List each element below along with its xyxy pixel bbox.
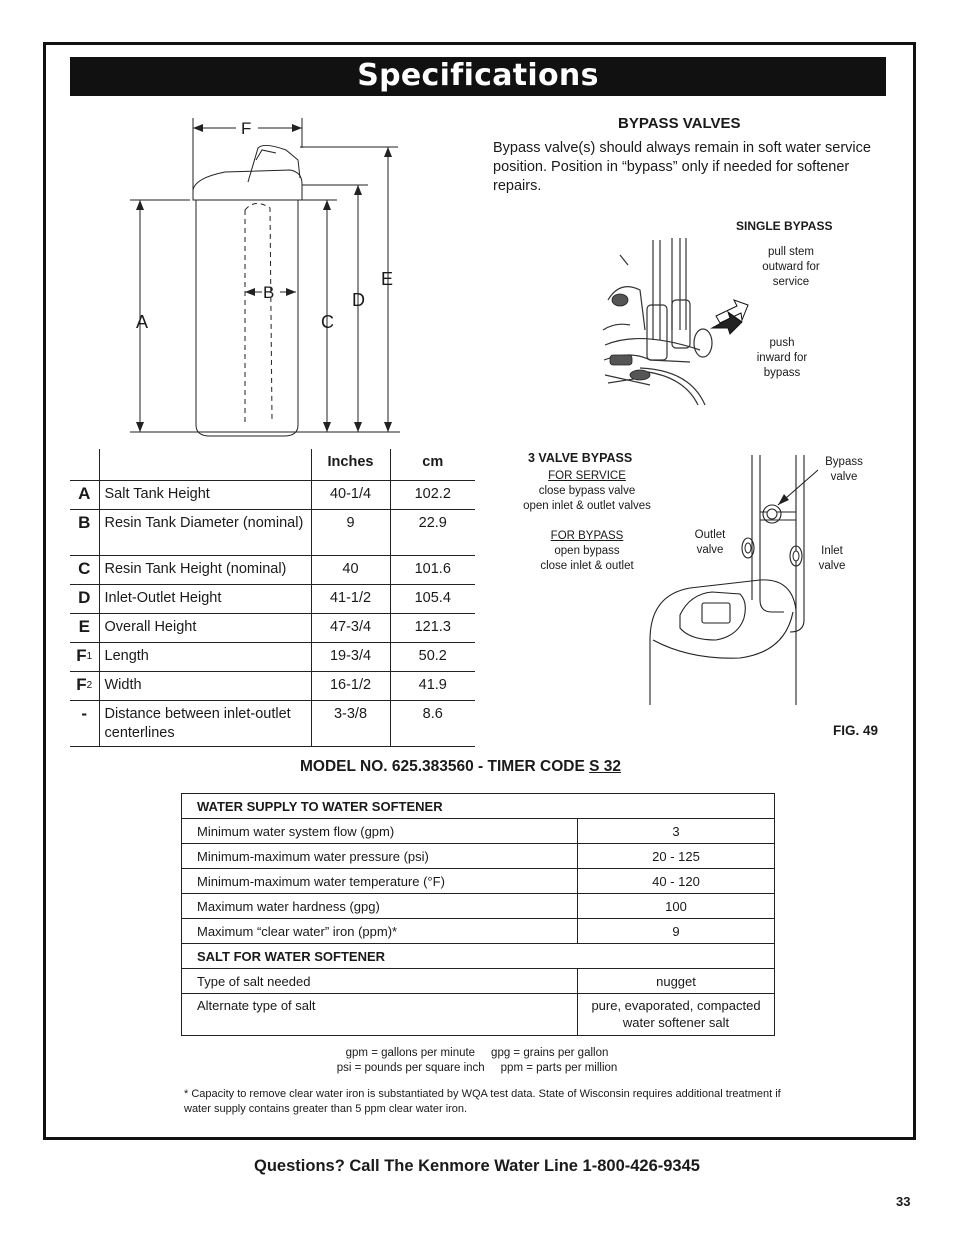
dim-label-b: B (263, 283, 275, 302)
push-line-1: push (769, 337, 795, 349)
dim-desc: Resin Tank Height (nominal) (99, 556, 311, 585)
bypassv-line-1: Bypass (825, 456, 863, 468)
spec-value: 9 (578, 919, 775, 944)
bypass-text: Bypass valve(s) should always remain in soft water service position. Position in “bypass” only if needed for softener repairs. (493, 140, 871, 194)
dim-desc: Salt Tank Height (99, 481, 311, 510)
dim-inches: 9 (311, 510, 390, 556)
dim-cm: 105.4 (390, 585, 475, 614)
dimension-row-f1 (70, 643, 475, 672)
outlet-line-1: Outlet (694, 529, 726, 541)
pull-line-2: outward for (762, 261, 820, 273)
dimension-row-a (70, 481, 475, 510)
dimension-row-c (70, 556, 475, 585)
dim-inches: 19-3/4 (311, 643, 390, 672)
dim-inches: 40-1/4 (311, 481, 390, 510)
dim-desc: Distance between inlet-outlet centerlines (99, 701, 311, 747)
dimensions-header-row (70, 449, 475, 481)
outlet-line-2: valve (696, 544, 724, 556)
bypass-line-2: close inlet & outlet (540, 560, 634, 572)
spec-section-row (182, 794, 775, 819)
dim-letter-main: F (76, 675, 87, 694)
spec-row (182, 844, 775, 869)
figure-label: FIG. 49 (833, 723, 879, 738)
service-line-1: close bypass valve (538, 485, 636, 497)
dim-label-a: A (136, 312, 149, 332)
dim-cm: 41.9 (390, 672, 475, 701)
dim-letter (70, 643, 99, 672)
spec-row (182, 894, 775, 919)
spec-value: 3 (578, 819, 775, 844)
dim-label-f: F (241, 119, 252, 138)
dim-desc: Inlet-Outlet Height (99, 585, 311, 614)
spec-label: Maximum water hardness (gpg) (182, 894, 578, 919)
spec-label: Alternate type of salt (182, 994, 578, 1036)
page-title: Specifications (357, 58, 599, 93)
dimension-row-b (70, 510, 475, 556)
dim-inches: 3-3/8 (311, 701, 390, 747)
model-number (300, 758, 621, 776)
dim-cm: 22.9 (390, 510, 475, 556)
spec-section-row (182, 944, 775, 969)
page-number: 33 (896, 1194, 911, 1209)
spec-row (182, 919, 775, 944)
timer-code: S 32 (589, 758, 622, 775)
spec-value: pure, evaporated, compacted water softener salt (578, 994, 775, 1036)
salt-heading: SALT FOR WATER SOFTENER (182, 944, 775, 969)
dim-cm: 101.6 (390, 556, 475, 585)
spec-value: 20 - 125 (578, 844, 775, 869)
spec-label: Type of salt needed (182, 969, 578, 994)
spec-value: 40 - 120 (578, 869, 775, 894)
dim-letter-sub: 1 (86, 651, 93, 662)
for-bypass-title: FOR BYPASS (550, 530, 624, 542)
service-line-2: open inlet & outlet valves (523, 500, 651, 512)
dim-desc: Resin Tank Diameter (nominal) (99, 510, 311, 556)
bypass-heading: BYPASS VALVES (618, 115, 741, 132)
dim-letter: D (70, 585, 99, 614)
dim-desc: Overall Height (99, 614, 311, 643)
dimension-row-d (70, 585, 475, 614)
dimensions-table (70, 449, 475, 747)
dim-letter-sub: 2 (86, 680, 93, 691)
dim-label-e: E (381, 269, 394, 289)
inlet-line-1: Inlet (821, 545, 843, 557)
spec-table (181, 793, 775, 1036)
dim-inches: 41-1/2 (311, 585, 390, 614)
legend-line-2: psi = pounds per square inch ppm = parts per million (336, 1062, 618, 1074)
dimension-row-e (70, 614, 475, 643)
dimension-row-f2 (70, 672, 475, 701)
dim-label-c: C (321, 312, 334, 332)
inlet-line-2: valve (818, 560, 846, 572)
dim-inches: 47-3/4 (311, 614, 390, 643)
dim-letter (70, 672, 99, 701)
spec-value: 100 (578, 894, 775, 919)
dim-inches: 40 (311, 556, 390, 585)
dim-letter: A (70, 481, 99, 510)
spec-row (182, 969, 775, 994)
bypass-line-1: open bypass (554, 545, 620, 557)
dim-inches: 16-1/2 (311, 672, 390, 701)
dim-label-d: D (352, 290, 365, 310)
col-inches-header: Inches (311, 449, 390, 481)
spec-label: Maximum “clear water” iron (ppm)* (182, 919, 578, 944)
spec-row (182, 994, 775, 1036)
bypassv-line-2: valve (830, 471, 858, 483)
spec-label: Minimum-maximum water temperature (°F) (182, 869, 578, 894)
single-bypass-heading: SINGLE BYPASS (736, 219, 833, 233)
spec-value: nugget (578, 969, 775, 994)
dim-cm: 102.2 (390, 481, 475, 510)
model-prefix: MODEL NO. 625.383560 - TIMER CODE (300, 758, 590, 775)
abbreviation-legend (250, 1046, 704, 1076)
dim-desc: Length (99, 643, 311, 672)
dimension-row-distance (70, 701, 475, 747)
legend-line-1: gpm = gallons per minute gpg = grains per gallon (345, 1047, 609, 1059)
for-service-title: FOR SERVICE (548, 470, 626, 482)
col-cm-header: cm (390, 449, 475, 481)
pull-line-3: service (772, 276, 810, 288)
dim-cm: 121.3 (390, 614, 475, 643)
dim-letter-main: F (76, 646, 87, 665)
dim-letter: B (70, 510, 99, 556)
spec-row (182, 819, 775, 844)
dim-letter: - (70, 701, 99, 747)
dim-cm: 50.2 (390, 643, 475, 672)
push-line-2: inward for (756, 352, 808, 364)
spec-row (182, 869, 775, 894)
footnote: * Capacity to remove clear water iron is substantiated by WQA test data. State of Wisconsin requires additional treatment if water supply contains greater than 5 ppm clear water iron. (184, 1088, 781, 1115)
dim-desc: Width (99, 672, 311, 701)
spec-label: Minimum water system flow (gpm) (182, 819, 578, 844)
three-valve-heading: 3 VALVE BYPASS (528, 451, 633, 465)
dim-letter: C (70, 556, 99, 585)
spec-label: Minimum-maximum water pressure (psi) (182, 844, 578, 869)
water-supply-heading: WATER SUPPLY TO WATER SOFTENER (182, 794, 775, 819)
pull-line-1: pull stem (767, 246, 815, 258)
kenmore-water-line: Questions? Call The Kenmore Water Line 1-800-426-9345 (254, 1157, 700, 1175)
dim-cm: 8.6 (390, 701, 475, 747)
push-line-3: bypass (763, 367, 801, 379)
dim-letter: E (70, 614, 99, 643)
